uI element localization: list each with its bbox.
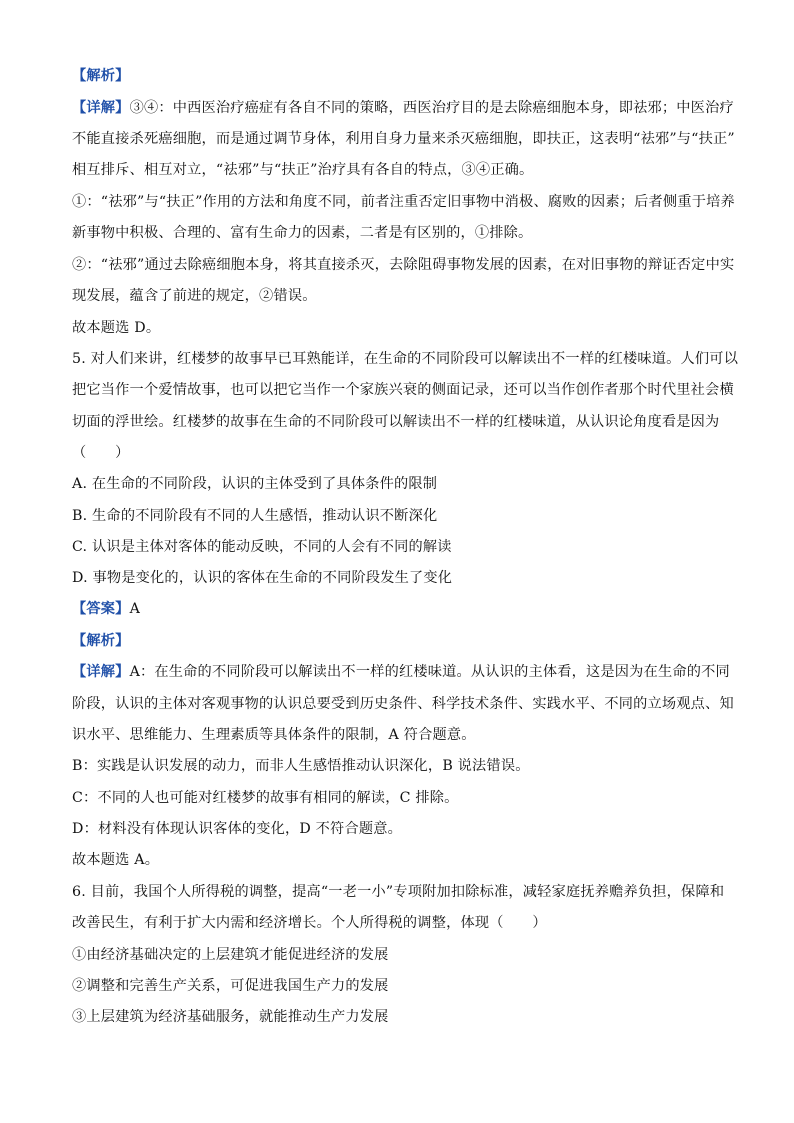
text-line <box>72 694 734 714</box>
line-text: 阶段，认识的主体对客观事物的认识总要受到历史条件、科学技术条件、实践水平、不同的立场观点、知 <box>72 696 734 712</box>
text-line <box>72 223 532 243</box>
text-line <box>72 443 130 463</box>
text-line <box>72 976 389 996</box>
text-line <box>72 599 140 619</box>
line-text: 改善民生，有利于扩大内需和经济增长。个人所得税的调整，体现（ ） <box>72 915 547 931</box>
text-line <box>72 506 437 526</box>
line-text: 故本题选 D。 <box>72 320 161 336</box>
text-line <box>72 662 730 682</box>
line-text: 把它当作一个爱情故事，也可以把它当作一个家族兴衰的侧面记录，还可以当作创作者那个时代里社会横 <box>72 382 734 398</box>
line-text: ②调整和完善生产关系，可促进我国生产力的发展 <box>72 978 389 994</box>
line-text: 切面的浮世绘。红楼梦的故事在生命的不同阶段可以解读出不一样的红楼味道，从认识论角度看是因为 <box>72 414 720 430</box>
text-line <box>72 286 317 306</box>
text-line <box>72 255 734 275</box>
line-text: A：在生命的不同阶段可以解读出不一样的红楼味道。从认识的主体看，这是因为在生命的不同 <box>129 664 730 680</box>
text-line <box>72 631 130 651</box>
line-text: 不能直接杀死癌细胞，而是通过调节身体，利用自身力量来杀灭癌细胞，即扶正，这表明“祛邪”与“扶正” <box>72 131 735 147</box>
text-line <box>72 380 734 400</box>
section-label: 【答案】 <box>72 601 130 617</box>
line-text: 5. 对人们来讲，红楼梦的故事早已耳熟能详，在生命的不同阶段可以解读出不一样的红楼味道。人们可以 <box>72 351 739 367</box>
text-line <box>72 725 476 745</box>
text-line <box>72 568 452 588</box>
text-line <box>72 129 735 149</box>
line-text: B. 生命的不同阶段有不同的人生感悟，推动认识不断深化 <box>72 508 438 524</box>
line-text: D：材料没有体现认识客体的变化，D 不符合题意。 <box>72 821 402 837</box>
section-label: 【解析】 <box>72 68 130 84</box>
text-line <box>72 913 547 933</box>
line-text: ③④：中西医治疗癌症有各自不同的策略，西医治疗目的是去除癌细胞本身，即祛邪；中医治疗 <box>129 100 734 116</box>
line-text: ①：“祛邪”与“扶正”作用的方法和角度不同，前者注重否定旧事物中消极、腐败的因素；后者侧重于培养 <box>72 194 735 210</box>
text-line <box>72 412 719 432</box>
line-text: 识水平、思维能力、生理素质等具体条件的限制，A 符合题意。 <box>72 727 476 743</box>
section-label: 【详解】 <box>72 664 130 680</box>
text-line <box>72 882 724 902</box>
line-text: 新事物中积极、合理的、富有生命力的因素，二者是有区别的，①排除。 <box>72 225 533 241</box>
text-line <box>72 192 735 212</box>
text-line <box>72 945 389 965</box>
line-text: （ ） <box>72 445 130 461</box>
text-line <box>72 537 452 557</box>
text-line <box>72 349 738 369</box>
section-label: 【解析】 <box>72 633 130 649</box>
text-line <box>72 474 437 494</box>
text-line <box>72 66 130 86</box>
text-line <box>72 850 159 870</box>
line-text: C：不同的人也可能对红楼梦的故事有相同的解读，C 排除。 <box>72 790 459 806</box>
line-text: C. 认识是主体对客体的能动反映，不同的人会有不同的解读 <box>72 539 452 555</box>
line-text: D. 事物是变化的，认识的客体在生命的不同阶段发生了变化 <box>72 570 453 586</box>
line-text: 6. 目前，我国个人所得税的调整，提高“一老一小”专项附加扣除标准，减轻家庭抚养赡养负担，保障和 <box>72 884 725 900</box>
text-line <box>72 1007 389 1027</box>
line-text: 相互排斥、相互对立，“祛邪”与“扶正”治疗具有各自的特点，③④正确。 <box>72 162 534 178</box>
line-text: A. 在生命的不同阶段，认识的主体受到了具体条件的限制 <box>72 476 438 492</box>
line-text: ②：“祛邪”通过去除癌细胞本身，将其直接杀灭，去除阻碍事物发展的因素，在对旧事物的辩证否定中实 <box>72 257 735 273</box>
text-line <box>72 160 533 180</box>
line-text: A <box>129 601 141 617</box>
line-text: ①由经济基础决定的上层建筑才能促进经济的发展 <box>72 947 389 963</box>
text-line <box>72 819 402 839</box>
line-text: ③上层建筑为经济基础服务，就能推动生产力发展 <box>72 1009 389 1025</box>
text-line <box>72 756 530 776</box>
text-line <box>72 788 459 808</box>
line-text: 故本题选 A。 <box>72 852 160 868</box>
text-line <box>72 98 734 118</box>
line-text: B：实践是认识发展的动力，而非人生感悟推动认识深化，B 说法错误。 <box>72 758 530 774</box>
section-label: 【详解】 <box>72 100 130 116</box>
line-text: 现发展，蕴含了前进的规定，②错误。 <box>72 288 317 304</box>
text-line <box>72 318 160 338</box>
